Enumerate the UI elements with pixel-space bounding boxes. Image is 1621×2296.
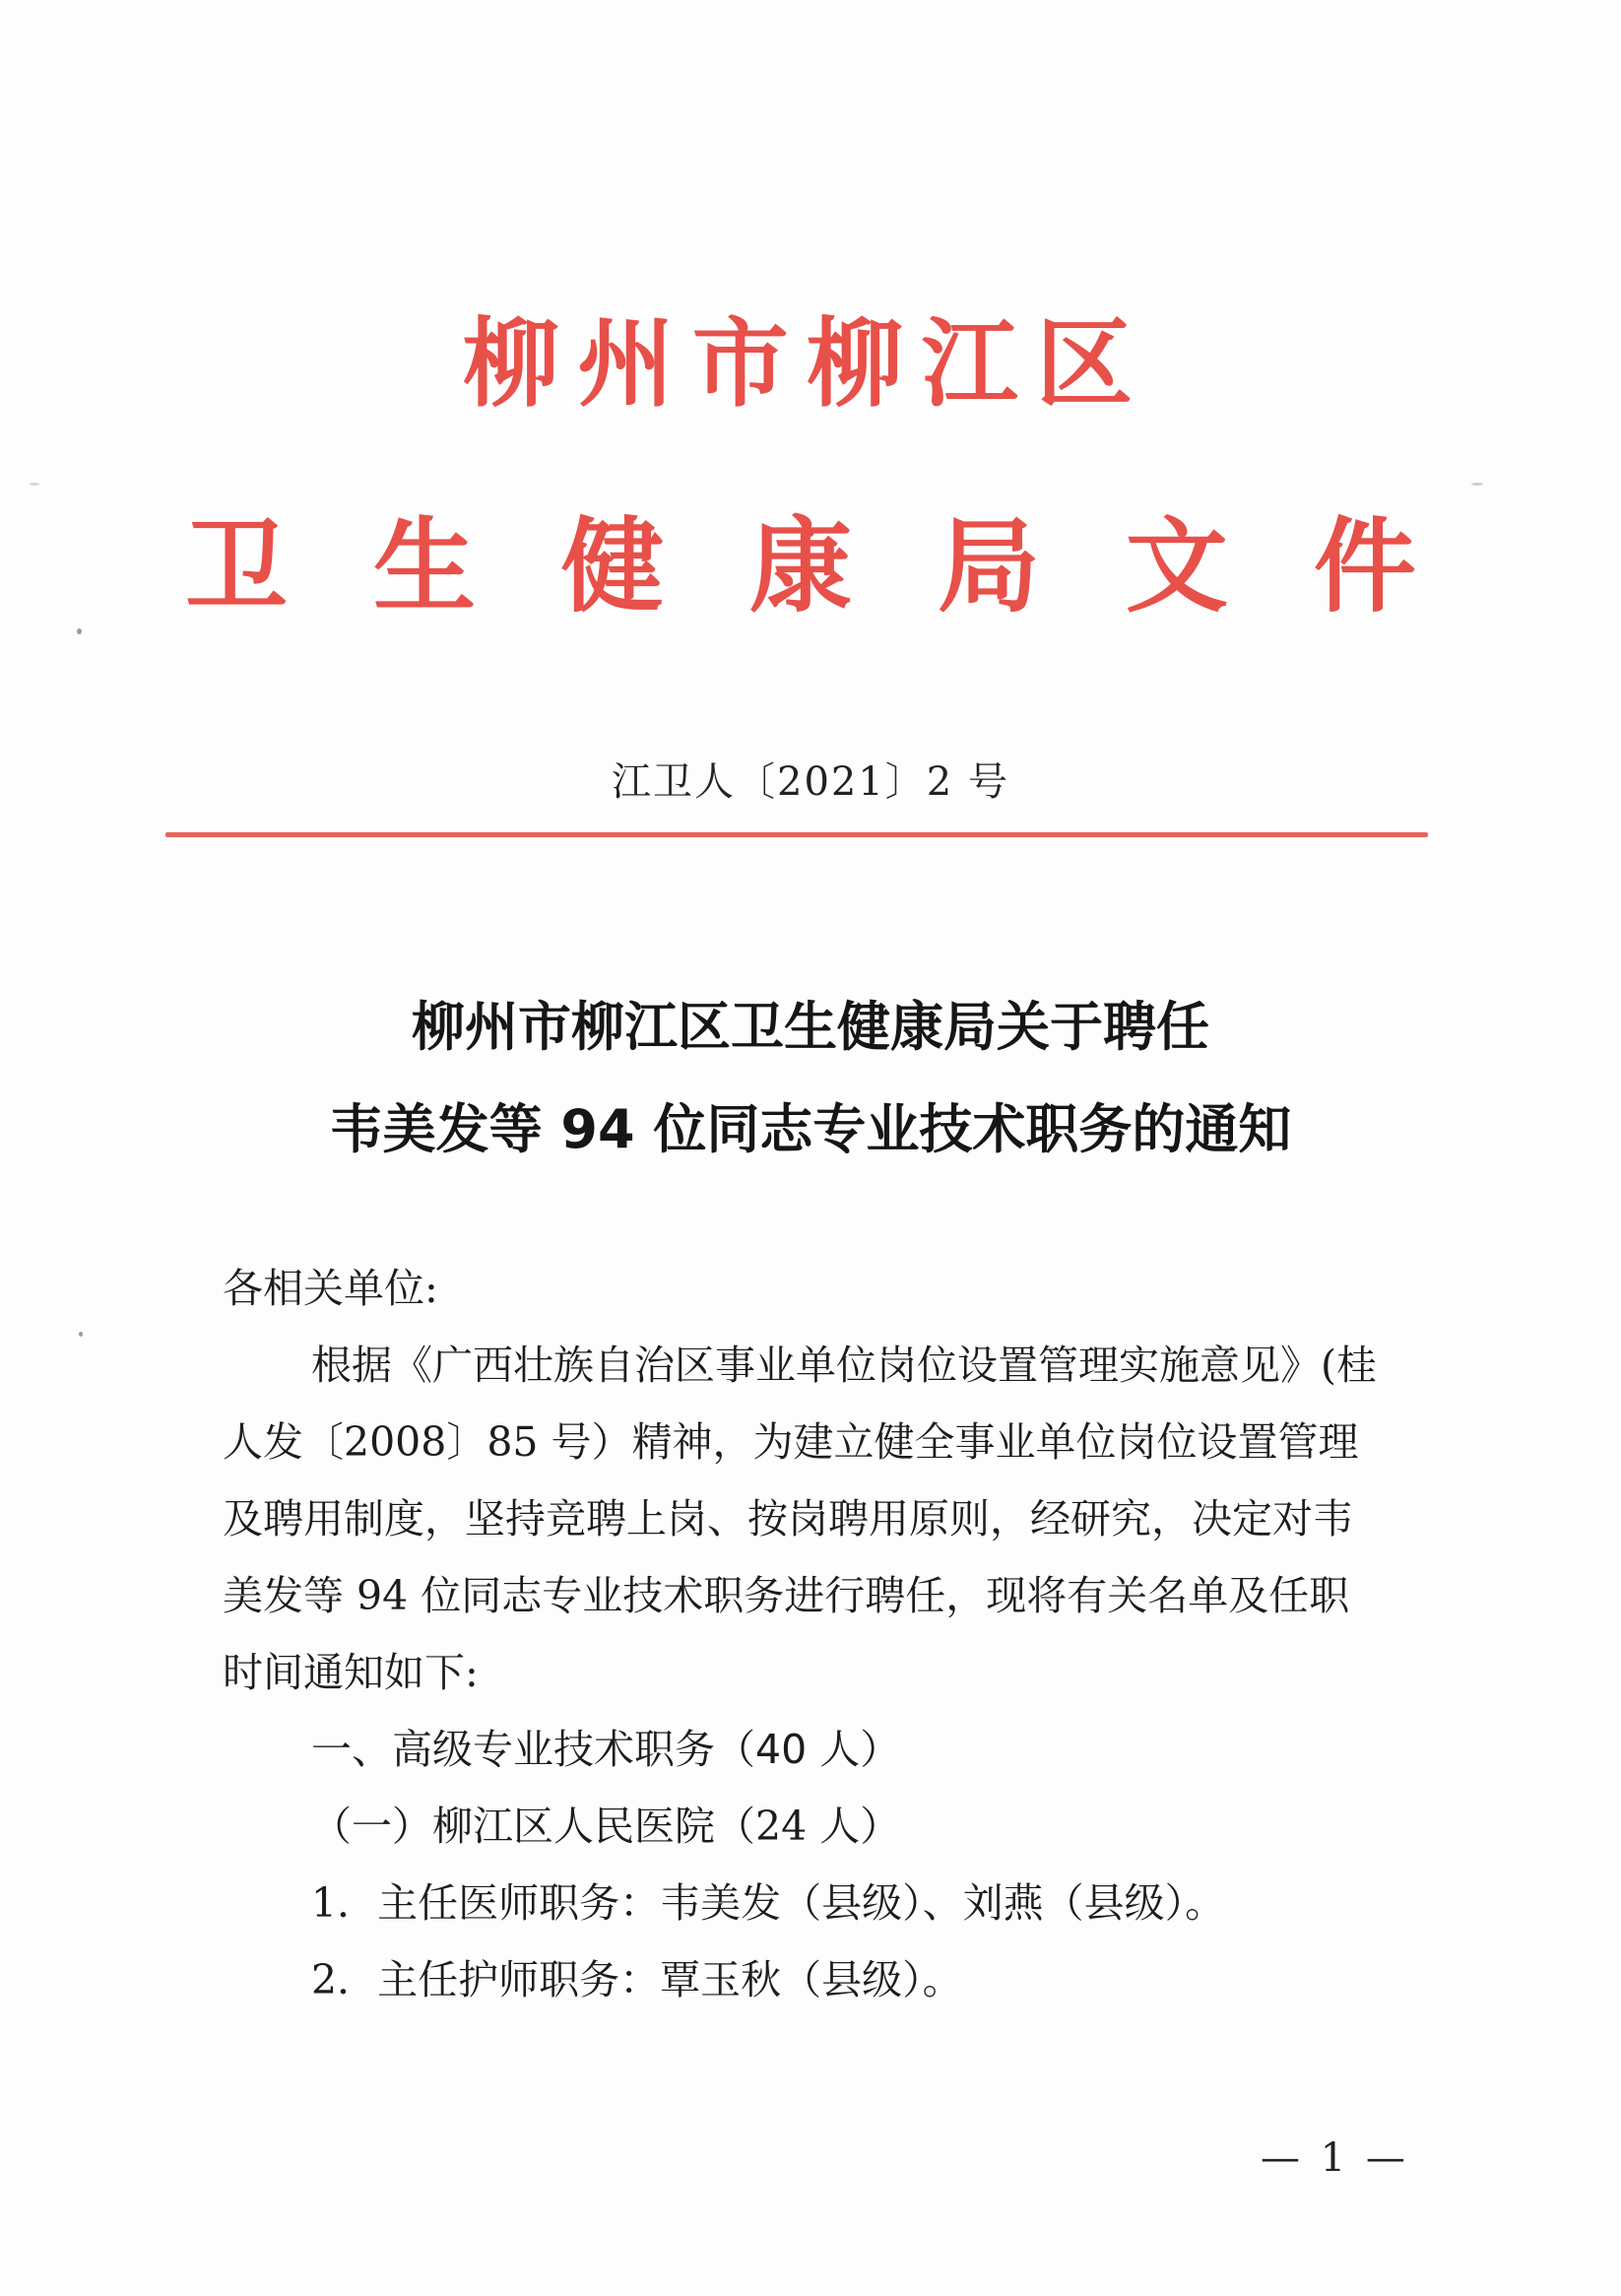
section-heading: 一、高级专业技术职务（40 人）: [311, 1726, 901, 1773]
letterhead-char: 件: [1313, 505, 1416, 626]
list-item: 1．主任医师职务：韦美发（县级）、刘燕（县级）。: [311, 1879, 1226, 1927]
paragraph-line: 美发等 94 位同志专业技术职务进行聘任，现将有关名单及任职: [223, 1572, 1350, 1619]
red-divider: [165, 832, 1428, 837]
letterhead-char: 文: [1125, 505, 1228, 626]
letterhead-line1: [463, 295, 1133, 433]
scan-speck: [77, 628, 82, 634]
letterhead-char: 江: [921, 307, 1018, 421]
paragraph-line: 及聘用制度，坚持竞聘上岗、按岗聘用原则，经研究，决定对韦: [223, 1495, 1353, 1542]
document-title-line2: 韦美发等 94 位同志专业技术职务的通知: [329, 1098, 1292, 1160]
paragraph-line: 根据《广西壮族自治区事业单位岗位设置管理实施意见》(桂: [311, 1342, 1377, 1389]
letterhead-char: 州: [577, 307, 675, 421]
letterhead-char: 康: [748, 505, 852, 626]
paragraph-line: 人发〔2008〕85 号）精神，为建立健全事业单位岗位设置管理: [223, 1418, 1359, 1466]
paragraph-line: 时间通知如下:: [223, 1649, 479, 1696]
document-title-line1: 柳州市柳江区卫生健康局关于聘任: [412, 996, 1209, 1058]
scan-speck: [30, 483, 39, 486]
page-number: — 1 —: [1261, 2135, 1409, 2181]
list-item: 2．主任护师职务：覃玉秋（县级）。: [311, 1956, 963, 2003]
letterhead-char: 市: [691, 307, 789, 421]
letterhead-char: 生: [372, 505, 476, 626]
salutation: 各相关单位:: [223, 1265, 438, 1312]
subsection-heading: （一）柳江区人民医院（24 人）: [311, 1803, 901, 1850]
letterhead-char: 柳: [463, 307, 560, 421]
letterhead-char: 局: [937, 505, 1040, 626]
scan-speck: [1471, 483, 1483, 486]
letterhead-line2: [185, 497, 1416, 635]
letterhead-char: 区: [1035, 307, 1133, 421]
document-number: 江卫人〔2021〕2 号: [612, 759, 1009, 805]
letterhead-char: 健: [560, 505, 664, 626]
scan-speck: [79, 1332, 83, 1337]
letterhead-char: 柳: [807, 307, 904, 421]
letterhead-char: 卫: [185, 505, 289, 626]
